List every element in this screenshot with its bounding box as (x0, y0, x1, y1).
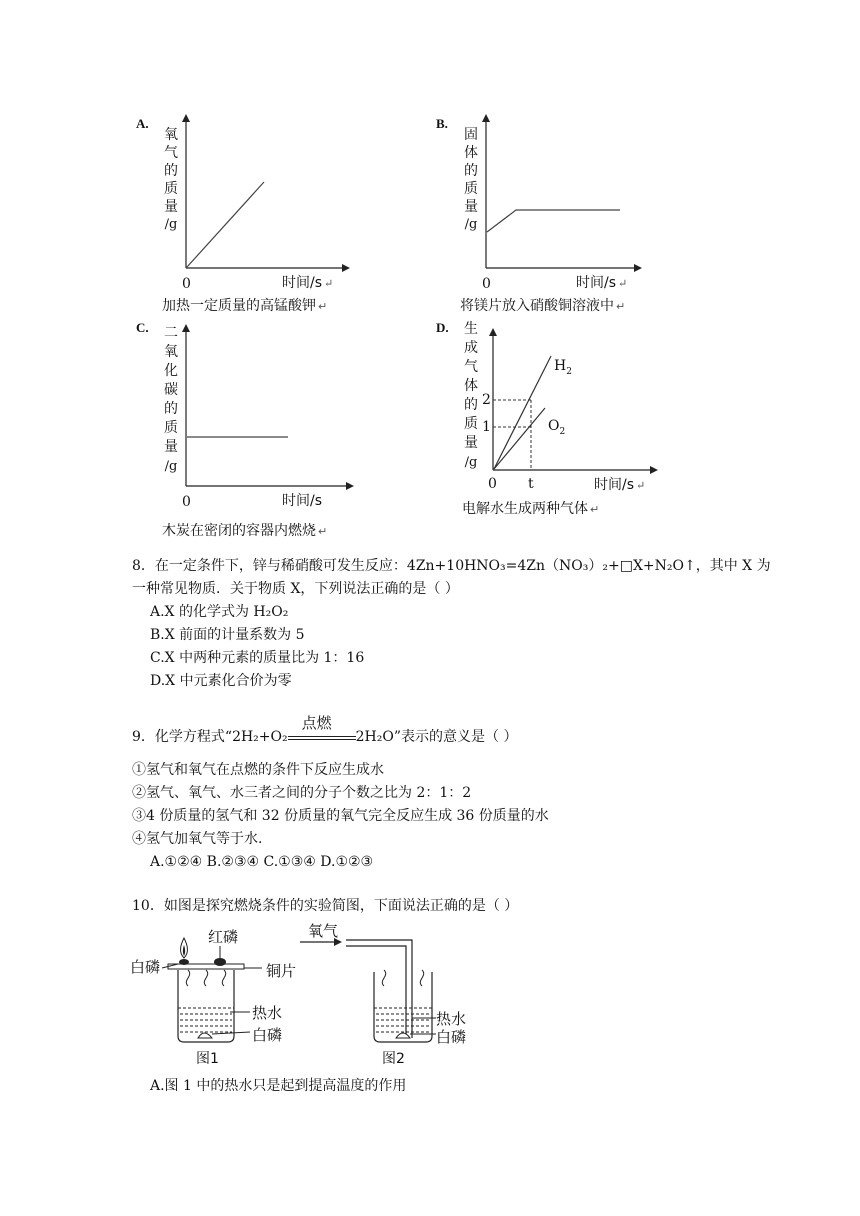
q9-statement-2: ②氢气、氧气、水三者之间的分子个数之比为 2：1：2 (132, 785, 472, 801)
graph-c (130, 316, 370, 546)
graph-a-caption: 加热一定质量的高锰酸钾 ↵ (162, 298, 328, 314)
graph-c-origin: 0 (182, 494, 191, 510)
graph-b-caption: 将镁片放入硝酸铜溶液中 ↵ (460, 298, 626, 314)
q10-figure-2 (300, 920, 480, 1074)
graph-a-letter: A. (136, 116, 149, 131)
q8-option-b: B.X 前面的计量系数为 5 (150, 627, 305, 643)
q9-stem: 9．化学方程式“2H₂+O₂ 点燃 2H₂O”表示的意义是（ ） (132, 714, 518, 745)
fig1-label-hot-water: 热水 (252, 1004, 283, 1022)
graph-d-tick-1: 1 (482, 419, 491, 435)
graph-b-origin: 0 (482, 276, 491, 292)
graph-a-line (187, 182, 264, 267)
graph-b-line (487, 210, 620, 232)
graph-d-o2-label: $O_2$ (548, 418, 566, 437)
graph-d-origin: 0 (488, 476, 497, 492)
graph-c-letter: C. (136, 320, 149, 335)
fig1-caption: 图1 (196, 1051, 219, 1067)
graph-b-axes (430, 112, 670, 322)
fig1-label-copper: 铜片 (266, 962, 297, 980)
graph-c-caption: 木炭在密闭的容器内燃烧 ↵ (162, 523, 328, 539)
graph-a-ylabel: 氧 气 的 质 量 /g (164, 127, 178, 232)
graph-d-h2-label: $H_2$ (554, 358, 572, 377)
q9-condition: 点燃 (301, 714, 332, 732)
fig1-label-white-p-bottom: 白磷 (252, 1026, 283, 1044)
graph-d (430, 316, 680, 526)
fig1-label-white-p-top: 白磷 (130, 958, 161, 976)
q9-statement-4: ④氢气加氧气等于水. (132, 831, 263, 847)
white-p-fig2 (396, 1033, 410, 1038)
graph-b-xlabel: 时间/s ↵ (576, 275, 628, 291)
graph-c-axes (130, 316, 370, 546)
fig2-label-oxygen: 氧气 (308, 922, 339, 940)
graph-a-xlabel: 时间/s ↵ (282, 275, 334, 291)
q10-option-a: A.图 1 中的热水只是起到提高温度的作用 (150, 1078, 407, 1094)
graph-d-letter: D. (436, 320, 449, 335)
fig2-caption: 图2 (382, 1051, 405, 1067)
q9-condition-arrow (288, 714, 356, 747)
q8-option-c: C.X 中两种元素的质量比为 1：16 (150, 650, 365, 666)
q8-stem-line2: 一种常见物质．关于物质 X，下列说法正确的是（ ） (132, 581, 459, 597)
graph-c-ylabel: 二 氧 化 碳 的 质 量 /g (164, 325, 178, 474)
oxygen-tube (346, 940, 412, 1038)
graph-a-origin: 0 (182, 276, 191, 292)
fig2-label-white-p: 白磷 (436, 1028, 467, 1046)
white-p-underwater (198, 1033, 212, 1038)
q9-options: A.①②④ B.②③④ C.①③④ D.①②③ (150, 854, 374, 870)
q10-figure-1 (126, 924, 316, 1074)
q8-option-d: D.X 中元素化合价为零 (150, 673, 292, 689)
graph-d-ylabel: 生 成 气 体 的 质 量 /g (464, 321, 478, 470)
graph-d-h2-line (494, 356, 551, 469)
graph-d-tick-2: 2 (482, 392, 491, 408)
graph-b-letter: B. (436, 116, 448, 131)
q8-stem-line1: 8．在一定条件下，锌与稀硝酸可发生反应：4Zn+10HNO₃=4Zn（NO₃）₂+□X+N₂O↑，其中 X 为 (132, 558, 771, 574)
graph-b (430, 112, 670, 322)
q9-statement-3: ③4 份质量的氢气和 32 份质量的氧气完全反应生成 36 份质量的水 (132, 808, 549, 824)
graph-d-caption: 电解水生成两种气体 ↵ (462, 501, 600, 517)
q9-statement-1: ①氢气和氧气在点燃的条件下反应生成水 (132, 762, 384, 778)
fig1-label-red-p: 红磷 (208, 928, 239, 946)
graph-b-ylabel: 固 体 的 质 量 /g (464, 127, 478, 232)
q10-stem: 10．如图是探究燃烧条件的实验简图，下面说法正确的是（ ） (132, 898, 519, 914)
white-p-top-piece (179, 959, 189, 965)
graph-c-xlabel: 时间/s (282, 493, 323, 509)
red-p-piece (214, 958, 226, 966)
copper-plate (168, 964, 244, 969)
graph-a (130, 112, 360, 322)
graph-d-xlabel: 时间/s ↵ (594, 477, 646, 493)
fig2-label-hot-water: 热水 (436, 1010, 467, 1028)
graph-d-tick-t: t (528, 476, 534, 492)
q8-option-a: A.X 的化学式为 H₂O₂ (150, 604, 289, 620)
